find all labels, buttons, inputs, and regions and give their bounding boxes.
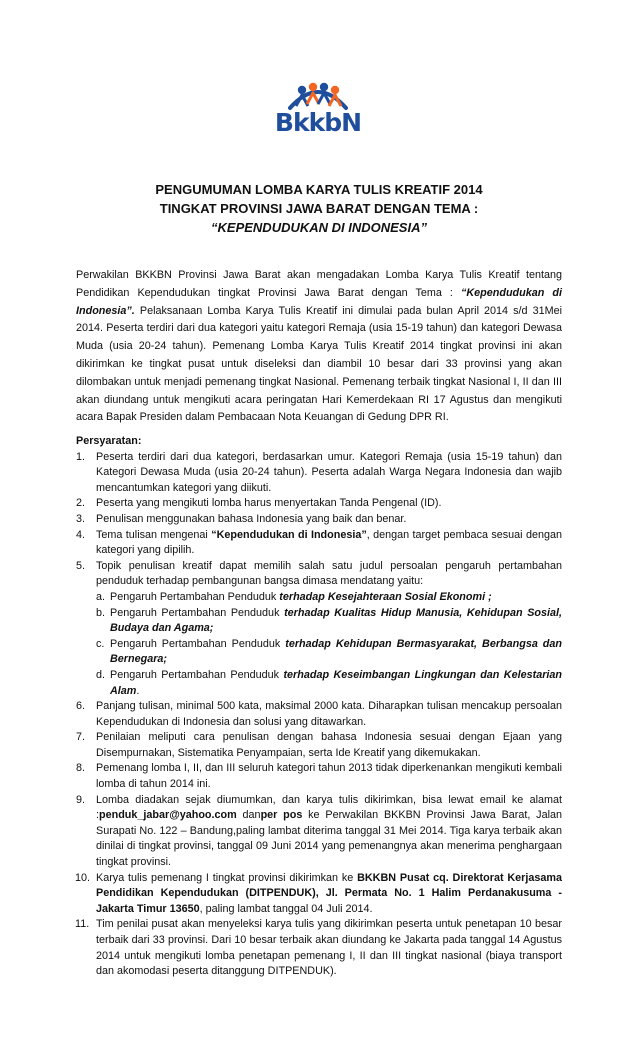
topic-text: Pengaruh Pertambahan Penduduk: [110, 668, 284, 681]
item-number: 11.: [75, 918, 90, 931]
topic-emphasis: terhadap Kehidupan Bermasyarakat, Berbangsa dan Bernegara;: [110, 637, 563, 666]
item-number: 7.: [76, 731, 86, 744]
requirement-item: [76, 512, 562, 528]
item-number: 8.: [76, 762, 86, 775]
item-number: 5.: [76, 559, 86, 572]
bkkbn-logo: [272, 80, 364, 136]
logo-wordmark: BkkbN: [274, 108, 362, 137]
announcement-title: [60, 180, 578, 237]
item-text: ke Perwakilan BKKBN Provinsi Jawa Barat, Jalan Surapati No. 122 – Bandung,paling lambat diterima tanggal 31 Mei 2014. Tiga karya terbaik akan dinilai di tingkat provinsi, tanggal 09 Juni 2014 yang pemenangnya akan menerima penghargaan tingkat provinsi.: [96, 809, 562, 869]
item-theme: “Kependudukan di Indonesia”: [211, 528, 367, 541]
item-text: Panjang tulisan, minimal 500 kata, maksimal 2000 kata. Diharapkan tulisan mencakup persoalan Kependudukan di Indonesia dan solusi yang ditawarkan.: [96, 700, 562, 728]
item-text: Tema tulisan mengenai: [96, 528, 212, 541]
topic-letter: a.: [96, 590, 106, 603]
item-number: 1.: [76, 450, 86, 463]
requirement-item: [76, 917, 562, 979]
requirement-item: [76, 730, 562, 761]
item-text: , paling lambat tanggal 04 Juli 2014.: [199, 902, 373, 915]
item-number: 9.: [76, 793, 86, 806]
item-text: Lomba diadakan sejak diumumkan, dan karya tulis dikirimkan, bisa lewat email ke alamat :: [96, 793, 562, 822]
topic-text: Pengaruh Pertambahan Penduduk: [110, 637, 286, 650]
title-line-1: PENGUMUMAN LOMBA KARYA TULIS KREATIF 2014: [155, 182, 483, 197]
item-per-pos: per pos: [260, 809, 303, 822]
requirement-item: [76, 496, 562, 512]
email-address[interactable]: penduk_jabar@yahoo.com: [99, 809, 237, 822]
item-number: 4.: [76, 528, 86, 541]
title-line-2: TINGKAT PROVINSI JAWA BARAT DENGAN TEMA :: [159, 201, 479, 216]
intro-text-2: Pelaksanaan Lomba Karya Tulis Kreatif ini dimulai pada bulan April 2014 s/d 31Mei 2014. Peserta terdiri dari dua kategori yaitu kategori Remaja (usia 15-19 tahun) dan kategori Dewasa Muda (usia 20-24 tahun). Pemenang Lomba Karya Tulis Kreatif 2014 tingkat provinsi ini akan dikirimkan ke tingkat pusat untuk diseleksi dan diambil 10 besar dari 33 provinsi yang akan dilombakan untuk menjadi pemenang tingkat Nasional. Pemenang terbaik tingkat Nasional I, II dan III akan diundang untuk mengikuti acara peringatan Hari Kemerdekaan RI 17 Agustus dan mengikuti acara Bapak Presiden dalam Pembacaan Nota Keuangan di Gedung DPR RI.: [76, 304, 562, 424]
topic-text: .: [136, 684, 140, 697]
topic-emphasis: terhadap Kualitas Hidup Manusia, Kehidupan Sosial, Budaya dan Agama;: [110, 606, 562, 635]
item-text: Penilaian meliputi cara penulisan dengan bahasa Indonesia sesuai dengan Ejaan yang Disempurnakan, Sistematika Penyampaian, serta Ide Kreatif yang dikemukakan.: [96, 731, 562, 759]
topic-sublist: [96, 590, 562, 699]
intro-theme: “Kependudukan di Indonesia”.: [76, 286, 562, 317]
topic-text: Pengaruh Pertambahan Penduduk: [110, 606, 285, 619]
item-number: 10.: [75, 871, 91, 884]
topic-letter: b.: [96, 606, 106, 619]
requirement-item: [76, 761, 562, 792]
item-number: 3.: [76, 512, 86, 525]
requirements-section: [76, 434, 562, 980]
item-text: Peserta terdiri dari dua kategori, berdasarkan umur. Kategori Remaja (usia 15-19 tahun) dan Kategori Dewasa Muda (usia 20-24 tahun). Peserta adalah Warga Negara Indonesia dan wajib mencantumkan kategori yang diikuti.: [96, 450, 562, 494]
topic-text: Pengaruh Pertambahan Penduduk: [110, 590, 280, 603]
title-line-3: “KEPENDUDUKAN DI INDONESIA”: [211, 220, 427, 235]
topic-item: [96, 668, 562, 699]
topic-item: [96, 637, 562, 668]
intro-paragraph: [76, 267, 562, 427]
item-number: 2.: [76, 497, 86, 510]
item-text: Tim penilai pusat akan menyeleksi karya tulis yang dikirimkan peserta untuk penetapan 10 besar terbaik dari 33 provinsi. Dari 10 besar terbaik akan diundang ke Jakarta pada tanggal 14 Agustus 2014 untuk mengikuti lomba penetapan pemenang I, II dan III tingkat nasional (biaya transport dan akomodasi peserta ditanggung DITPENDUK).: [96, 918, 562, 978]
item-text: Peserta yang mengikuti lomba harus menyertakan Tanda Pengenal (ID).: [96, 497, 442, 510]
requirements-list: [76, 450, 562, 980]
item-number: 6.: [76, 700, 86, 713]
item-text: dan: [236, 809, 261, 822]
requirement-item: [76, 871, 562, 918]
intro-text-1: Perwakilan BKKBN Provinsi Jawa Barat akan mengadakan Lomba Karya Tulis Kreatif tentang Pendidikan Kependudukan tingkat Provinsi Jawa Barat dengan Tema :: [76, 269, 562, 299]
item-text: Karya tulis pemenang I tingkat provinsi dikirimkan ke: [96, 871, 358, 884]
requirement-item: [76, 699, 562, 730]
requirements-heading: Persyaratan:: [76, 435, 142, 447]
topic-emphasis: terhadap Keseimbangan Lingkungan dan Kelestarian Alam: [110, 668, 562, 697]
requirement-item: [76, 793, 562, 871]
item-text: , dengan target pembaca sesuai dengan kategori yang dipilih.: [96, 528, 562, 557]
topic-letter: d.: [96, 668, 106, 681]
item-text: Penulisan menggunakan bahasa Indonesia yang baik dan benar.: [96, 512, 407, 525]
requirement-item: [76, 528, 562, 559]
topic-item: [96, 590, 562, 606]
item-text: Pemenang lomba I, II, dan III seluruh kategori tahun 2013 tidak diperkenankan mengikuti kembali lomba di tahun 2014 ini.: [96, 762, 562, 791]
item-address: BKKBN Pusat cq. Direktorat Kerjasama Pendidikan Kependudukan (DITPENDUK), Jl. Permata No. 1 Halim Perdanakusuma - Jakarta Timur 13650: [96, 871, 562, 915]
topic-emphasis: terhadap Kesejahteraan Sosial Ekonomi ;: [279, 590, 492, 603]
topic-item: [96, 606, 562, 637]
item-text: Topik penulisan kreatif dapat memilih salah satu judul persoalan pengaruh pertambahan penduduk terhadap pembangunan bangsa dimasa mendatang yaitu:: [96, 559, 562, 588]
requirement-item: [76, 450, 562, 497]
requirement-item: [76, 559, 562, 699]
topic-letter: c.: [96, 637, 105, 650]
